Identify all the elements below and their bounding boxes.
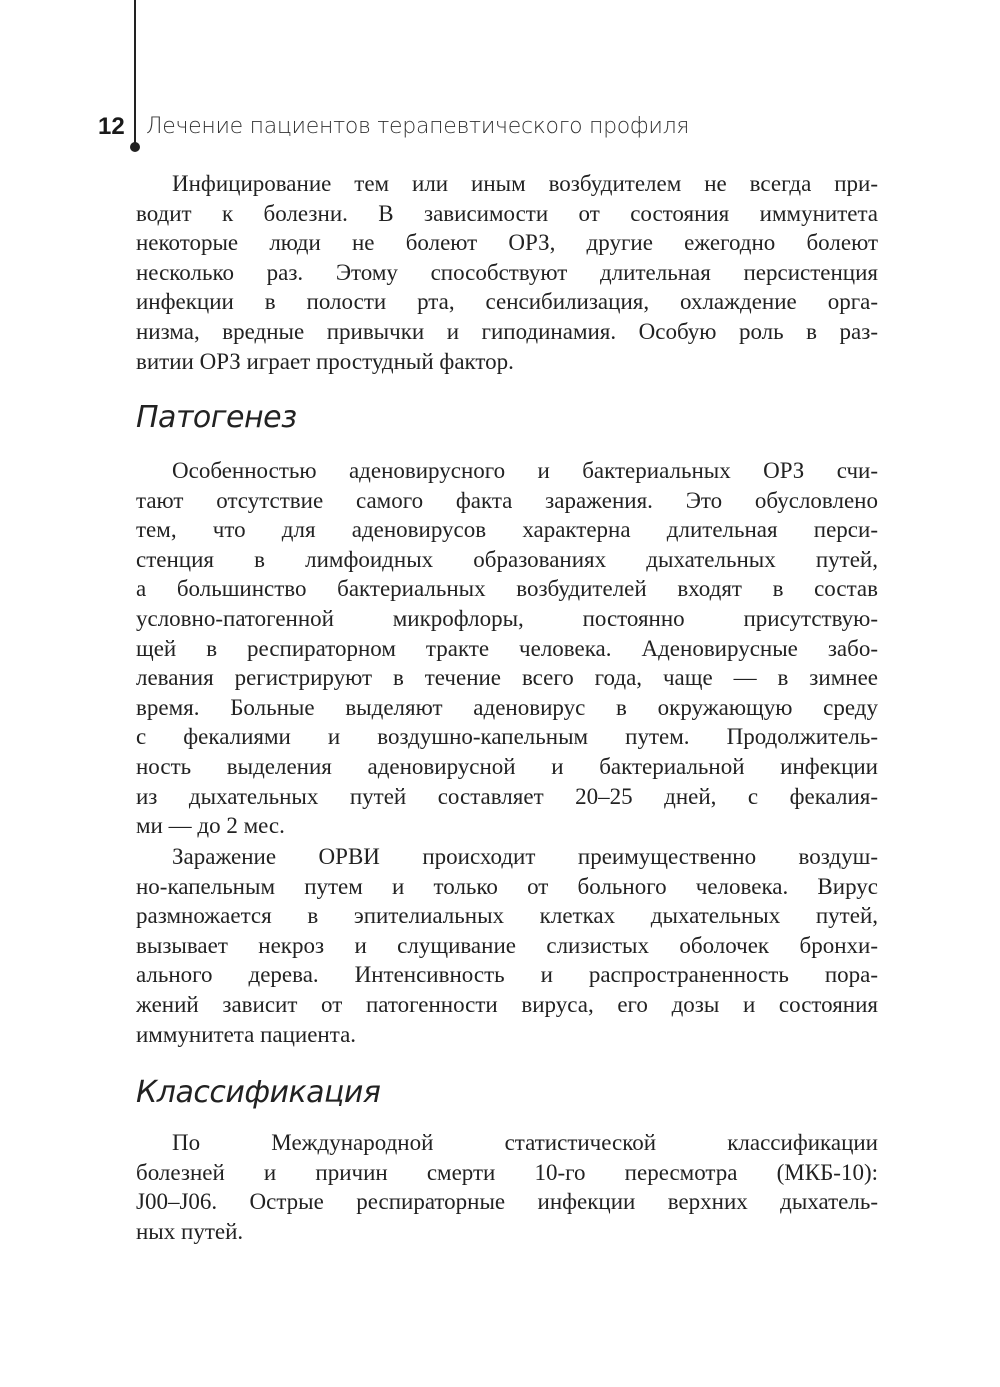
text-line: ми — до 2 мес. <box>136 813 285 839</box>
text-line: но-капельным путем и только от больного человека. Вирус <box>136 873 878 899</box>
text-line: с фекалиями и воздушно-капельным путем. Продолжитель- <box>136 724 878 750</box>
paragraph <box>136 456 878 841</box>
running-title: Лечение пациентов терапевтического профиля <box>146 114 690 139</box>
text-line: а большинство бактериальных возбудителей входят в состав <box>136 576 878 602</box>
text-line: J00–J06. Острые респираторные инфекции верхних дыхатель- <box>136 1189 878 1215</box>
text-line: Инфицирование тем или иным возбудителем не всегда при- <box>172 171 878 196</box>
text-line: По Международной статистической классификации <box>172 1130 878 1155</box>
text-line: водит к болезни. В зависимости от состояния иммунитета <box>136 200 878 226</box>
text-line: ность выделения аденовирусной и бактериальной инфекции <box>136 753 878 779</box>
text-line: Заражение ОРВИ происходит преимущественно воздуш- <box>172 844 878 869</box>
paragraph <box>136 842 878 1049</box>
text-line: условно-патогенной микрофлоры, постоянно присутствую- <box>136 605 878 631</box>
paragraph <box>136 169 878 376</box>
text-line: ных путей. <box>136 1218 244 1244</box>
margin-rule-dot <box>130 142 140 152</box>
text-line: левания регистрируют в течение всего года, чаще — в зимнее <box>136 665 878 691</box>
text-line: тем, что для аденовирусов характерна длительная перси- <box>136 517 878 543</box>
text-line: тают отсутствие самого факта заражения. Это обусловлено <box>136 487 878 513</box>
text-line: стенция в лимфоидных образованиях дыхательных путей, <box>136 546 878 572</box>
text-line: болезней и причин смерти 10-го пересмотра (МКБ-10): <box>136 1159 878 1185</box>
section-heading: Классификация <box>136 1075 381 1110</box>
text-line: Особенностью аденовирусного и бактериальных ОРЗ счи- <box>172 458 878 483</box>
text-line: несколько раз. Этому способствуют длительная персистенция <box>136 259 878 285</box>
text-line: инфекции в полости рта, сенсибилизация, охлаждение орга- <box>136 289 878 315</box>
page-number: 12 <box>98 113 125 140</box>
section-heading: Патогенез <box>136 400 297 435</box>
text-line: жений зависит от патогенности вируса, его дозы и состояния <box>136 991 878 1017</box>
text-line: некоторые люди не болеют ОРЗ, другие ежегодно болеют <box>136 230 878 256</box>
text-line: вызывает некроз и слущивание слизистых оболочек бронхи- <box>136 932 878 958</box>
text-line: размножается в эпителиальных клетках дыхательных путей, <box>136 903 878 929</box>
text-line: щей в респираторном тракте человека. Аденовирусные забо- <box>136 635 878 661</box>
margin-rule <box>134 0 136 148</box>
text-line: витии ОРЗ играет простудный фактор. <box>136 348 514 374</box>
text-line: иммунитета пациента. <box>136 1021 357 1047</box>
text-line: время. Больные выделяют аденовирус в окружающую среду <box>136 694 878 720</box>
text-line: низма, вредные привычки и гиподинамия. Особую роль в раз- <box>136 318 878 344</box>
text-line: ального дерева. Интенсивность и распространенность пора- <box>136 962 878 988</box>
text-line: из дыхательных путей составляет 20–25 дней, с фекалия- <box>136 783 878 809</box>
paragraph <box>136 1128 878 1246</box>
